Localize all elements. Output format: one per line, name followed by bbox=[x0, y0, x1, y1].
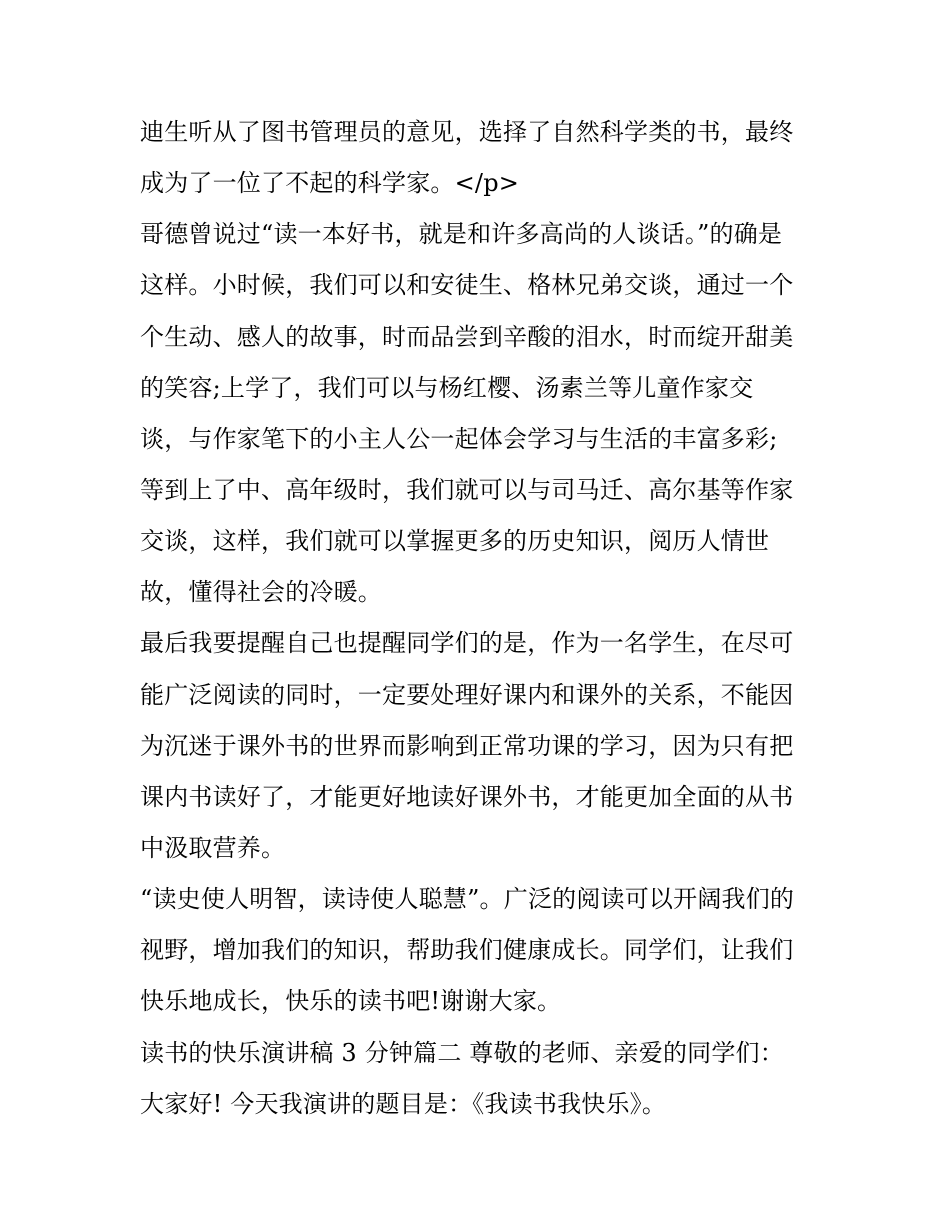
text-line: 故，懂得社会的冷暖。 bbox=[140, 578, 382, 607]
text-line: 等到上了中、高年级时，我们就可以与司马迁、高尔基等作家 bbox=[140, 475, 794, 504]
text-line: 中汲取营养。 bbox=[140, 833, 286, 862]
text-line: 个生动、感人的故事，时而品尝到辛酸的泪水，时而绽开甜美 bbox=[140, 322, 794, 351]
text-line: 交谈，这样，我们就可以掌握更多的历史知识，阅历人情世 bbox=[140, 527, 770, 556]
text-line: 这样。小时候，我们可以和安徒生、格林兄弟交谈，通过一个 bbox=[140, 271, 794, 300]
text-line: 迪生听从了图书管理员的意见，选择了自然科学类的书，最终 bbox=[140, 118, 794, 146]
text-line: 最后我要提醒自己也提醒同学们的是，作为一名学生，在尽可 bbox=[140, 629, 794, 658]
text-line: 成为了一位了不起的科学家。</p> bbox=[140, 169, 520, 198]
text-line: 视野，增加我们的知识，帮助我们健康成长。同学们，让我们 bbox=[140, 936, 794, 965]
text-line: “读史使人明智，读诗使人聪慧”。广泛的阅读可以开阔我们的 bbox=[140, 885, 795, 914]
body-text bbox=[140, 107, 820, 1130]
text-line: 哥德曾说过“读一本好书，就是和许多高尚的人谈话。”的确是 bbox=[140, 220, 783, 249]
text-line: 为沉迷于课外书的世界而影响到正常功课的学习，因为只有把 bbox=[140, 731, 794, 760]
text-line: 课内书读好了，才能更好地读好课外书，才能更加全面的从书 bbox=[140, 782, 794, 811]
text-line: 的笑容;上学了，我们可以与杨红樱、汤素兰等儿童作家交 bbox=[140, 373, 754, 402]
text-line: 大家好! 今天我演讲的题目是：《我读书我快乐》。 bbox=[140, 1089, 667, 1118]
text-line: 快乐地成长，快乐的读书吧!谢谢大家。 bbox=[140, 987, 562, 1016]
text-line: 谈，与作家笔下的小主人公一起体会学习与生活的丰富多彩; bbox=[140, 424, 778, 453]
text-line: 读书的快乐演讲稿 3 分钟篇二 尊敬的老师、亲爱的同学们： bbox=[140, 1038, 784, 1067]
text-line: 能广泛阅读的同时，一定要处理好课内和课外的关系，不能因 bbox=[140, 680, 794, 709]
